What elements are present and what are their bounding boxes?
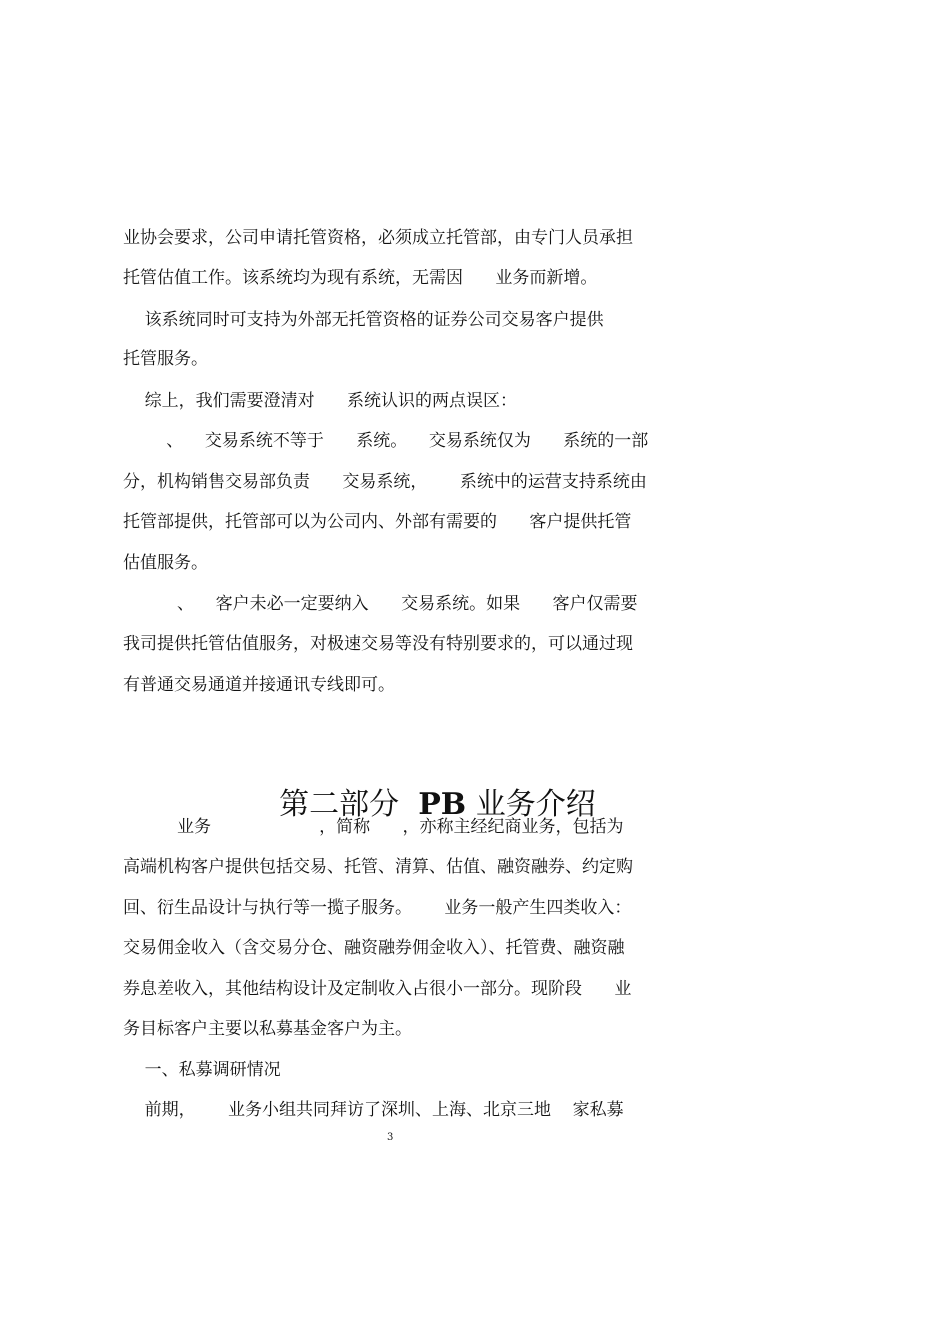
heading-pb: PB <box>418 787 467 822</box>
body-line-6: 、 交易系统不等于 系统。 交易系统仅为 系统的一部 <box>123 431 649 451</box>
body-line-1: 业协会要求，公司申请托管资格，必须成立托管部，由专门人员承担 <box>123 228 633 248</box>
body-line-7: 分，机构销售交易部负责 交易系统， 系统中的运营支持系统由 <box>123 472 647 492</box>
body-line-11: 我司提供托管估值服务，对极速交易等没有特别要求的，可以通过现 <box>123 634 633 654</box>
body-line-15: 回、衍生品设计与执行等一揽子服务。 业务一般产生四类收入： <box>123 898 632 918</box>
body-line-13: 业务 ，简称 ，亦称主经纪商业务，包括为 <box>123 817 624 837</box>
body-line-12: 有普通交易通道并接通讯专线即可。 <box>123 675 395 695</box>
section-heading <box>241 748 596 862</box>
body-line-4: 托管服务。 <box>123 349 208 369</box>
body-line-18: 务目标客户主要以私募基金客户为主。 <box>123 1019 412 1039</box>
page-number: 3 <box>387 1132 394 1143</box>
body-line-20: 前期， 业务小组共同拜访了深圳、上海、北京三地 家私募 <box>123 1100 624 1120</box>
body-line-2: 托管估值工作。该系统均为现有系统，无需因 业务而新增。 <box>123 268 598 288</box>
body-line-8: 托管部提供，托管部可以为公司内、外部有需要的 客户提供托管 <box>123 512 632 532</box>
body-line-3: 该系统同时可支持为外部无托管资格的证券公司交易客户提供 <box>123 310 604 330</box>
body-line-17: 券息差收入，其他结构设计及定制收入占很小一部分。现阶段 业 <box>123 979 632 999</box>
body-line-9: 估值服务。 <box>123 553 208 573</box>
body-line-14: 高端机构客户提供包括交易、托管、清算、估值、融资融券、约定购 <box>123 857 633 877</box>
body-line-16: 交易佣金收入（含交易分仓、融资融券佣金收入）、托管费、融资融 <box>123 938 625 958</box>
heading-part: 第二部分 <box>279 787 400 822</box>
body-line-19: 一、私募调研情况 <box>123 1060 281 1080</box>
heading-rest: 业务介绍 <box>475 787 596 822</box>
body-line-10: 、 客户未必一定要纳入 交易系统。如果 客户仅需要 <box>123 594 638 614</box>
body-line-5: 综上，我们需要澄清对 系统认识的两点误区： <box>123 391 518 411</box>
